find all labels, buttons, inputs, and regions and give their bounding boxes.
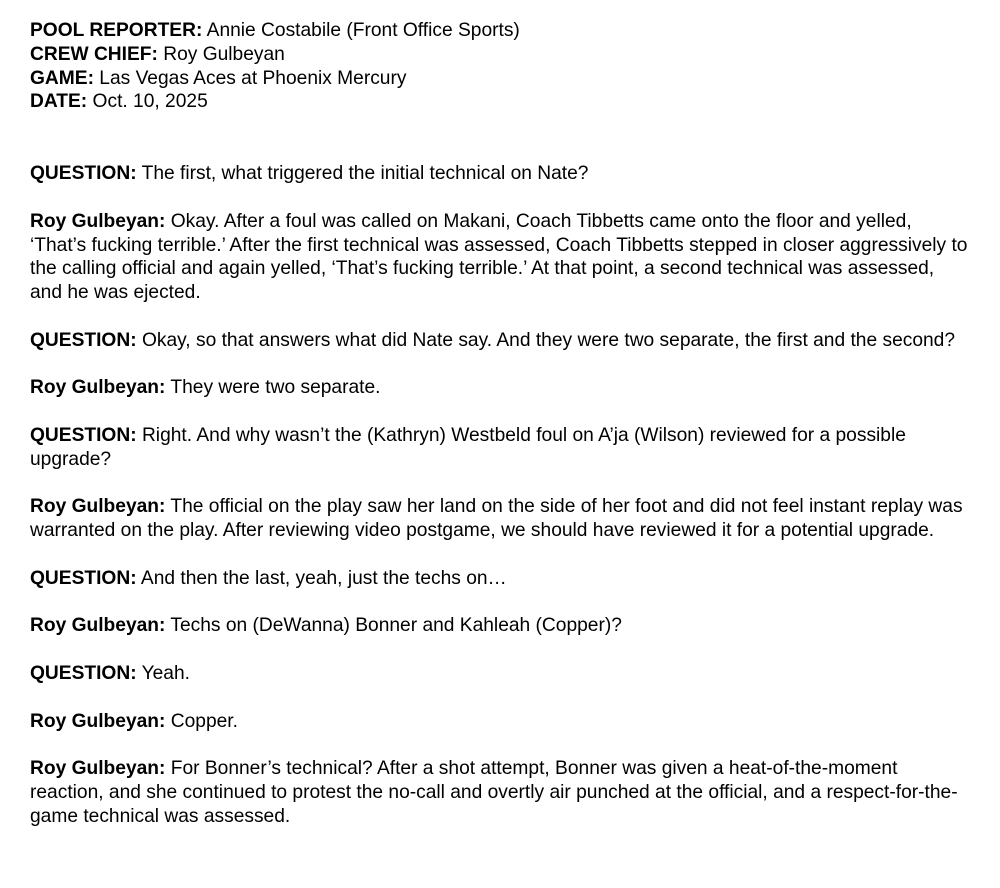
speaker-label: Roy Gulbeyan: bbox=[30, 615, 166, 637]
pool-reporter-line bbox=[30, 19, 970, 43]
entry-text: Yeah. bbox=[141, 662, 190, 684]
entry-text: Right. And why wasn’t the (Kathryn) Westbeld foul on A’ja (Wilson) reviewed for a possible upgrade? bbox=[30, 424, 906, 470]
transcript-entry bbox=[30, 662, 970, 686]
speaker-label: QUESTION: bbox=[30, 329, 137, 351]
pool-reporter-value: Annie Costabile (Front Office Sports) bbox=[206, 20, 520, 41]
transcript-entry bbox=[30, 210, 970, 305]
transcript-entry bbox=[30, 757, 970, 828]
transcript-body bbox=[30, 162, 970, 828]
speaker-label: QUESTION: bbox=[30, 163, 137, 185]
game-value: Las Vegas Aces at Phoenix Mercury bbox=[99, 67, 407, 89]
speaker-label: Roy Gulbeyan: bbox=[30, 758, 166, 780]
crew-chief-label: CREW CHIEF: bbox=[30, 43, 158, 65]
transcript-entry bbox=[30, 567, 970, 591]
pool-reporter-label: POOL REPORTER: bbox=[30, 20, 203, 41]
entry-text: They were two separate. bbox=[170, 377, 381, 399]
crew-chief-line bbox=[30, 43, 970, 67]
date-value: Oct. 10, 2025 bbox=[92, 91, 208, 113]
speaker-label: Roy Gulbeyan: bbox=[30, 710, 166, 732]
speaker-label: QUESTION: bbox=[30, 662, 137, 684]
speaker-label: QUESTION: bbox=[30, 567, 137, 589]
game-line bbox=[30, 67, 970, 91]
game-label: GAME: bbox=[30, 67, 94, 89]
transcript-entry bbox=[30, 376, 970, 400]
date-label: DATE: bbox=[30, 91, 88, 113]
transcript-entry bbox=[30, 614, 970, 638]
transcript-entry bbox=[30, 424, 970, 472]
crew-chief-value: Roy Gulbeyan bbox=[163, 43, 285, 65]
entry-text: The first, what triggered the initial technical on Nate? bbox=[141, 163, 589, 185]
document-header bbox=[30, 19, 970, 114]
speaker-label: QUESTION: bbox=[30, 424, 137, 446]
entry-text: Techs on (DeWanna) Bonner and Kahleah (Copper)? bbox=[170, 615, 622, 637]
entry-text: For Bonner’s technical? After a shot attempt, Bonner was given a heat-of-the-moment reaction, and she continued to protest the no-call and overtly air punched at the official, and a respect-for-the-game technical was assessed. bbox=[30, 758, 958, 827]
transcript-entry bbox=[30, 162, 970, 186]
speaker-label: Roy Gulbeyan: bbox=[30, 496, 166, 518]
entry-text: Okay. After a foul was called on Makani, Coach Tibbetts came onto the floor and yelled, ‘That’s fucking terrible.’ After the first technical was assessed, Coach Tibbetts stepped in closer aggressively to the calling official and again yelled, ‘That’s fucking terrible.’ At that point, a second technical was assessed, and he was ejected. bbox=[30, 210, 968, 304]
speaker-label: Roy Gulbeyan: bbox=[30, 210, 166, 232]
transcript-entry bbox=[30, 495, 970, 543]
speaker-label: Roy Gulbeyan: bbox=[30, 377, 166, 399]
entry-text: Copper. bbox=[170, 710, 238, 732]
date-line bbox=[30, 90, 970, 114]
transcript-entry bbox=[30, 710, 970, 734]
transcript-entry bbox=[30, 329, 970, 353]
entry-text: Okay, so that answers what did Nate say. And they were two separate, the first and the second? bbox=[141, 329, 956, 351]
entry-text: The official on the play saw her land on the side of her foot and did not feel instant replay was warranted on the play. After reviewing video postgame, we should have reviewed it for a potential upgrade. bbox=[30, 496, 963, 542]
entry-text: And then the last, yeah, just the techs on… bbox=[140, 567, 507, 589]
